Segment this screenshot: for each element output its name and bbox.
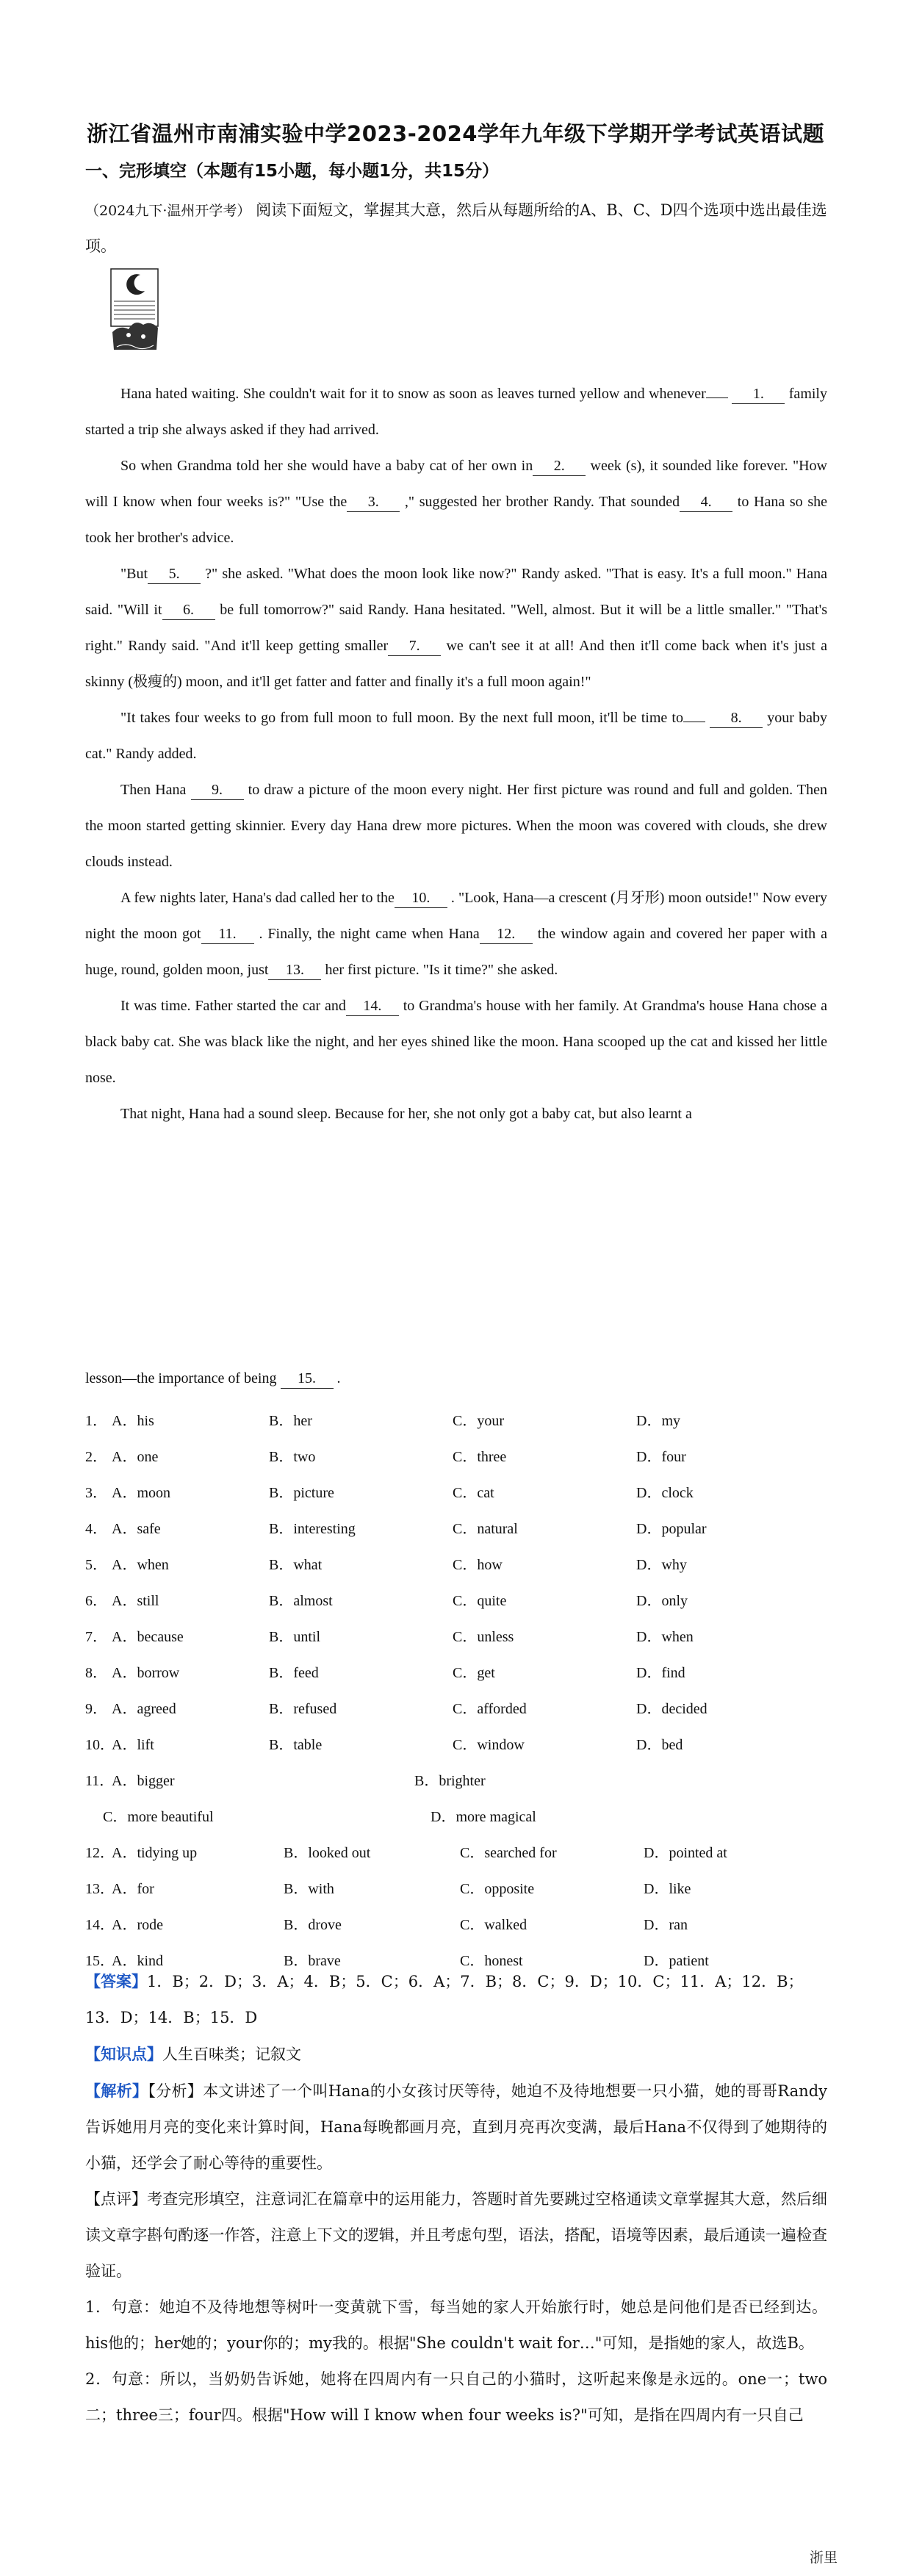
blank: 10.: [395, 888, 447, 908]
passage-text: to Grandma's house with her family. At Grandma's house Hana chose a black baby cat. She was black like the night, and her eyes shined like the moon. Hana scooped up the cat and kissed her little nose.: [85, 998, 827, 1086]
option-a[interactable]: A．because: [112, 1629, 184, 1645]
question-row: [85, 1583, 827, 1619]
option-a[interactable]: A．rode: [112, 1917, 163, 1933]
blank: 12.: [480, 924, 533, 944]
question-row: [85, 1727, 827, 1763]
cloze-passage-continued: [85, 1369, 827, 1389]
explanation-2: 2．句意：所以，当奶奶告诉她，她将在四周内有一只自己的小猫时，这听起来像是永远的。one一；two二；three三；four四。根据"How will I know when four weeks is?"可知，是指在四周内有一只自己: [85, 2370, 827, 2424]
option-c[interactable]: C．quite: [453, 1593, 507, 1609]
answer-text: 1．B；2．D；3．A；4．B；5．C；6．A；7．B；8．C；9．D；10．C；11．A；12．B；13．D；14．B；15．D: [85, 1973, 804, 2026]
option-a[interactable]: A．borrow: [112, 1665, 180, 1681]
passage-text: to Hana so she took her brother's advice.: [85, 494, 828, 546]
question-number: 4．: [85, 1521, 107, 1537]
blank: 8.: [710, 708, 763, 728]
option-c[interactable]: C．searched for: [460, 1845, 557, 1861]
option-b[interactable]: B．two: [269, 1449, 316, 1465]
option-b[interactable]: B．drove: [284, 1917, 342, 1933]
option-d[interactable]: D．decided: [636, 1701, 707, 1717]
option-c[interactable]: C．cat: [453, 1485, 494, 1501]
knowledge-label: 【知识点】: [85, 2045, 162, 2063]
passage-text: to draw a picture of the moon every night. Her first picture was round and full and golden. Then the moon started getting skinnier. Every day Hana drew more pictures. When the moon was covered with clouds, she drew clouds instead.: [85, 782, 827, 870]
section-heading: 一、完形填空（本题有15小题，每小题1分，共15分）: [85, 162, 500, 181]
blank: 6.: [162, 600, 215, 620]
option-a[interactable]: A．kind: [112, 1953, 163, 1969]
passage-text: Hana hated waiting. She couldn't wait for it to snow as soon as leaves turned yellow and whenever: [120, 386, 706, 402]
option-a[interactable]: A．agreed: [112, 1701, 176, 1717]
passage-text: we can't see it at all! And then it'll come back when it's just a skinny (极瘦的) moon, and it'll get fatter and fatter and finally it's a full moon again!": [85, 638, 827, 690]
option-d[interactable]: D．patient: [644, 1953, 709, 1969]
option-b[interactable]: B．table: [269, 1737, 323, 1753]
blank: [706, 397, 728, 398]
blank: 3.: [347, 492, 400, 512]
knowledge-text: 人生百味类；记叙文: [162, 2046, 301, 2063]
blank: 13.: [268, 960, 321, 980]
option-c[interactable]: C．three: [453, 1449, 507, 1465]
passage-text: family started a trip she always asked if they had arrived.: [85, 386, 827, 438]
question-row: [85, 1763, 827, 1799]
option-c[interactable]: C．how: [453, 1557, 503, 1573]
question-number: 15．: [85, 1953, 115, 1969]
passage-text: That night, Hana had a sound sleep. Because for her, she not only got a baby cat, but also learnt a: [120, 1106, 692, 1122]
blank: 9.: [191, 780, 244, 800]
moon-illustration: [107, 266, 162, 357]
instructions: [85, 193, 827, 264]
option-b[interactable]: B．almost: [269, 1593, 333, 1609]
page-title: 浙江省温州市南浦实验中学2023-2024学年九年级下学期开学考试英语试题: [87, 121, 824, 146]
instructions-text: 阅读下面短文，掌握其大意，然后从每题所给的A、B、C、D四个选项中选出最佳选项。: [85, 201, 827, 255]
question-number: 8．: [85, 1665, 107, 1681]
question-row: [85, 1439, 827, 1475]
option-b[interactable]: B．brighter: [414, 1773, 486, 1789]
passage-paragraph: [85, 988, 827, 1096]
option-b[interactable]: B．what: [269, 1557, 323, 1573]
analysis-label: 【解析】: [85, 2082, 148, 2100]
question-row: [85, 1547, 827, 1583]
page-footer: 浙里: [809, 2550, 838, 2566]
option-a[interactable]: A．when: [112, 1557, 169, 1573]
option-d[interactable]: D．like: [644, 1881, 691, 1897]
blank: 4.: [680, 492, 732, 512]
option-a[interactable]: A．lift: [112, 1737, 154, 1753]
option-a[interactable]: A．safe: [112, 1521, 161, 1537]
question-row: [85, 1799, 827, 1835]
blank: 5.: [148, 564, 201, 584]
blank: 2.: [533, 456, 586, 476]
option-d[interactable]: D．pointed at: [644, 1845, 727, 1861]
option-b[interactable]: B．with: [284, 1881, 334, 1897]
option-b[interactable]: B．picture: [269, 1485, 334, 1501]
passage-text: ," suggested her brother Randy. That sounded: [400, 494, 680, 510]
option-c[interactable]: C．unless: [453, 1629, 514, 1645]
question-row: [85, 1871, 827, 1907]
option-d[interactable]: D．when: [636, 1629, 694, 1645]
option-b[interactable]: B．looked out: [284, 1845, 371, 1861]
option-d[interactable]: D．more magical: [431, 1809, 536, 1825]
option-c[interactable]: C．your: [453, 1413, 504, 1429]
question-row: [85, 1511, 827, 1547]
passage-text: lesson—the importance of being: [85, 1370, 281, 1386]
question-number: 1．: [85, 1413, 107, 1429]
question-number: 13．: [85, 1881, 115, 1897]
blank: 1.: [732, 384, 785, 404]
question-row: [85, 1655, 827, 1691]
question-row: [85, 1907, 827, 1943]
comment-text: 考查完形填空，注意词汇在篇章中的运用能力，答题时首先要跳过空格通读文章掌握其大意，然后细读文章字斟句酌逐一作答，注意上下文的逻辑，并且考虑句型，语法，搭配，语境等因素，最后通读一遍检查验证。: [85, 2190, 827, 2280]
option-c[interactable]: C．get: [453, 1665, 495, 1681]
cloze-passage: [85, 376, 827, 1132]
question-row: [85, 1475, 827, 1511]
option-c[interactable]: C．natural: [453, 1521, 518, 1537]
option-c[interactable]: C．afforded: [453, 1701, 527, 1717]
option-b[interactable]: B．until: [269, 1629, 321, 1645]
passage-paragraph: [85, 556, 827, 700]
option-d[interactable]: D．four: [636, 1449, 686, 1465]
passage-text: be full tomorrow?" said Randy. Hana hesitated. "Well, almost. But it will be a little smaller." "That's right." Randy said. "And it'll keep getting smaller: [85, 602, 827, 654]
option-a[interactable]: A．bigger: [112, 1773, 175, 1789]
question-number: 6．: [85, 1593, 107, 1609]
option-b[interactable]: B．feed: [269, 1665, 319, 1681]
option-d[interactable]: D．ran: [644, 1917, 688, 1933]
question-options: [85, 1403, 827, 1979]
passage-text: the window again and covered her paper with a huge, round, golden moon, just: [85, 926, 827, 978]
passage-paragraph: [85, 376, 827, 448]
option-b[interactable]: B．interesting: [269, 1521, 356, 1537]
passage-paragraph: [85, 772, 827, 880]
question-number: 14．: [85, 1917, 115, 1933]
passage-text: week (s), it sounded like forever. "How will I know when four weeks is?" "Use the: [85, 458, 828, 510]
answer-label: 【答案】: [85, 1972, 147, 1990]
question-number: 10．: [85, 1737, 115, 1753]
question-number: 5．: [85, 1557, 107, 1573]
option-b[interactable]: B．her: [269, 1413, 312, 1429]
passage-paragraph: [85, 880, 827, 988]
option-a[interactable]: A．for: [112, 1881, 154, 1897]
question-number: 3．: [85, 1485, 107, 1501]
question-row: [85, 1691, 827, 1727]
option-a[interactable]: A．one: [112, 1449, 159, 1465]
question-number: 9．: [85, 1701, 107, 1717]
option-d[interactable]: D．why: [636, 1557, 687, 1573]
passage-text: . Finally, the night came when Hana: [253, 926, 480, 942]
option-d[interactable]: D．popular: [636, 1521, 707, 1537]
question-number: 2．: [85, 1449, 107, 1465]
question-number: 12．: [85, 1845, 115, 1861]
option-b[interactable]: B．refused: [269, 1701, 337, 1717]
passage-paragraph: [85, 700, 827, 772]
blank: 11.: [201, 924, 254, 944]
passage-text: Then Hana: [120, 782, 191, 798]
option-a[interactable]: A．his: [112, 1413, 154, 1429]
source-tag: （2024九下·温州开学考）: [85, 203, 251, 219]
question-row: [85, 1619, 827, 1655]
option-c[interactable]: C．more beautiful: [103, 1809, 214, 1825]
option-b[interactable]: B．brave: [284, 1953, 341, 1969]
option-d[interactable]: D．find: [636, 1665, 685, 1681]
passage-text: It was time. Father started the car and: [120, 998, 346, 1014]
passage-text: So when Grandma told her she would have a baby cat of her own in: [120, 458, 533, 474]
option-c[interactable]: C．window: [453, 1737, 525, 1753]
option-a[interactable]: A．tidying up: [112, 1845, 198, 1861]
question-number: 11．: [85, 1773, 115, 1789]
passage-paragraph: [85, 448, 827, 556]
explanation-1: 1．句意：她迫不及待地想等树叶一变黄就下雪，每当她的家人开始旅行时，她总是问他们是否已经到达。his他的；her她的；your你的；my我的。根据"She couldn't wait for…"可知，是指她的家人，故选B。: [85, 2298, 827, 2352]
passage-text: A few nights later, Hana's dad called her to the: [120, 890, 395, 906]
option-d[interactable]: D．clock: [636, 1485, 694, 1501]
option-c[interactable]: C．honest: [460, 1953, 523, 1969]
passage-text: your baby cat." Randy added.: [85, 710, 827, 762]
question-row: [85, 1403, 827, 1439]
option-a[interactable]: A．moon: [112, 1485, 170, 1501]
analysis-text: 【分析】本文讲述了一个叫Hana的小女孩讨厌等待，她迫不及待地想要一只小猫，她的哥哥Randy告诉她用月亮的变化来计算时间，Hana每晚都画月亮，直到月亮再次变满，最后Hana不仅得到了她期待的小猫，还学会了耐心等待的重要性。: [85, 2082, 828, 2172]
question-number: 7．: [85, 1629, 107, 1645]
passage-text: her first picture. "Is it time?" she asked.: [321, 962, 558, 978]
option-a[interactable]: A．still: [112, 1593, 159, 1609]
passage-text: "But: [120, 566, 148, 582]
passage-text: ?" she asked. "What does the moon look like now?" Randy asked. "That is easy. It's a full moon." Hana said. "Will it: [85, 566, 827, 618]
passage-text: "It takes four weeks to go from full moon to full moon. By the next full moon, it'll be time to: [120, 710, 683, 726]
option-d[interactable]: D．bed: [636, 1737, 683, 1753]
answer-section: [85, 1963, 827, 2433]
blank: 14.: [346, 996, 399, 1016]
passage-text: .: [333, 1370, 341, 1386]
option-c[interactable]: C．opposite: [460, 1881, 535, 1897]
comment-label: 【点评】: [85, 2190, 148, 2208]
option-c[interactable]: C．walked: [460, 1917, 527, 1933]
passage-paragraph: [85, 1096, 827, 1132]
blank: 15.: [281, 1369, 334, 1389]
question-row: [85, 1835, 827, 1871]
passage-text: . "Look, Hana—a crescent (月牙形) moon outside!" Now every night the moon got: [85, 890, 827, 942]
blank: 7.: [388, 636, 441, 656]
option-d[interactable]: D．my: [636, 1413, 680, 1429]
option-d[interactable]: D．only: [636, 1593, 688, 1609]
